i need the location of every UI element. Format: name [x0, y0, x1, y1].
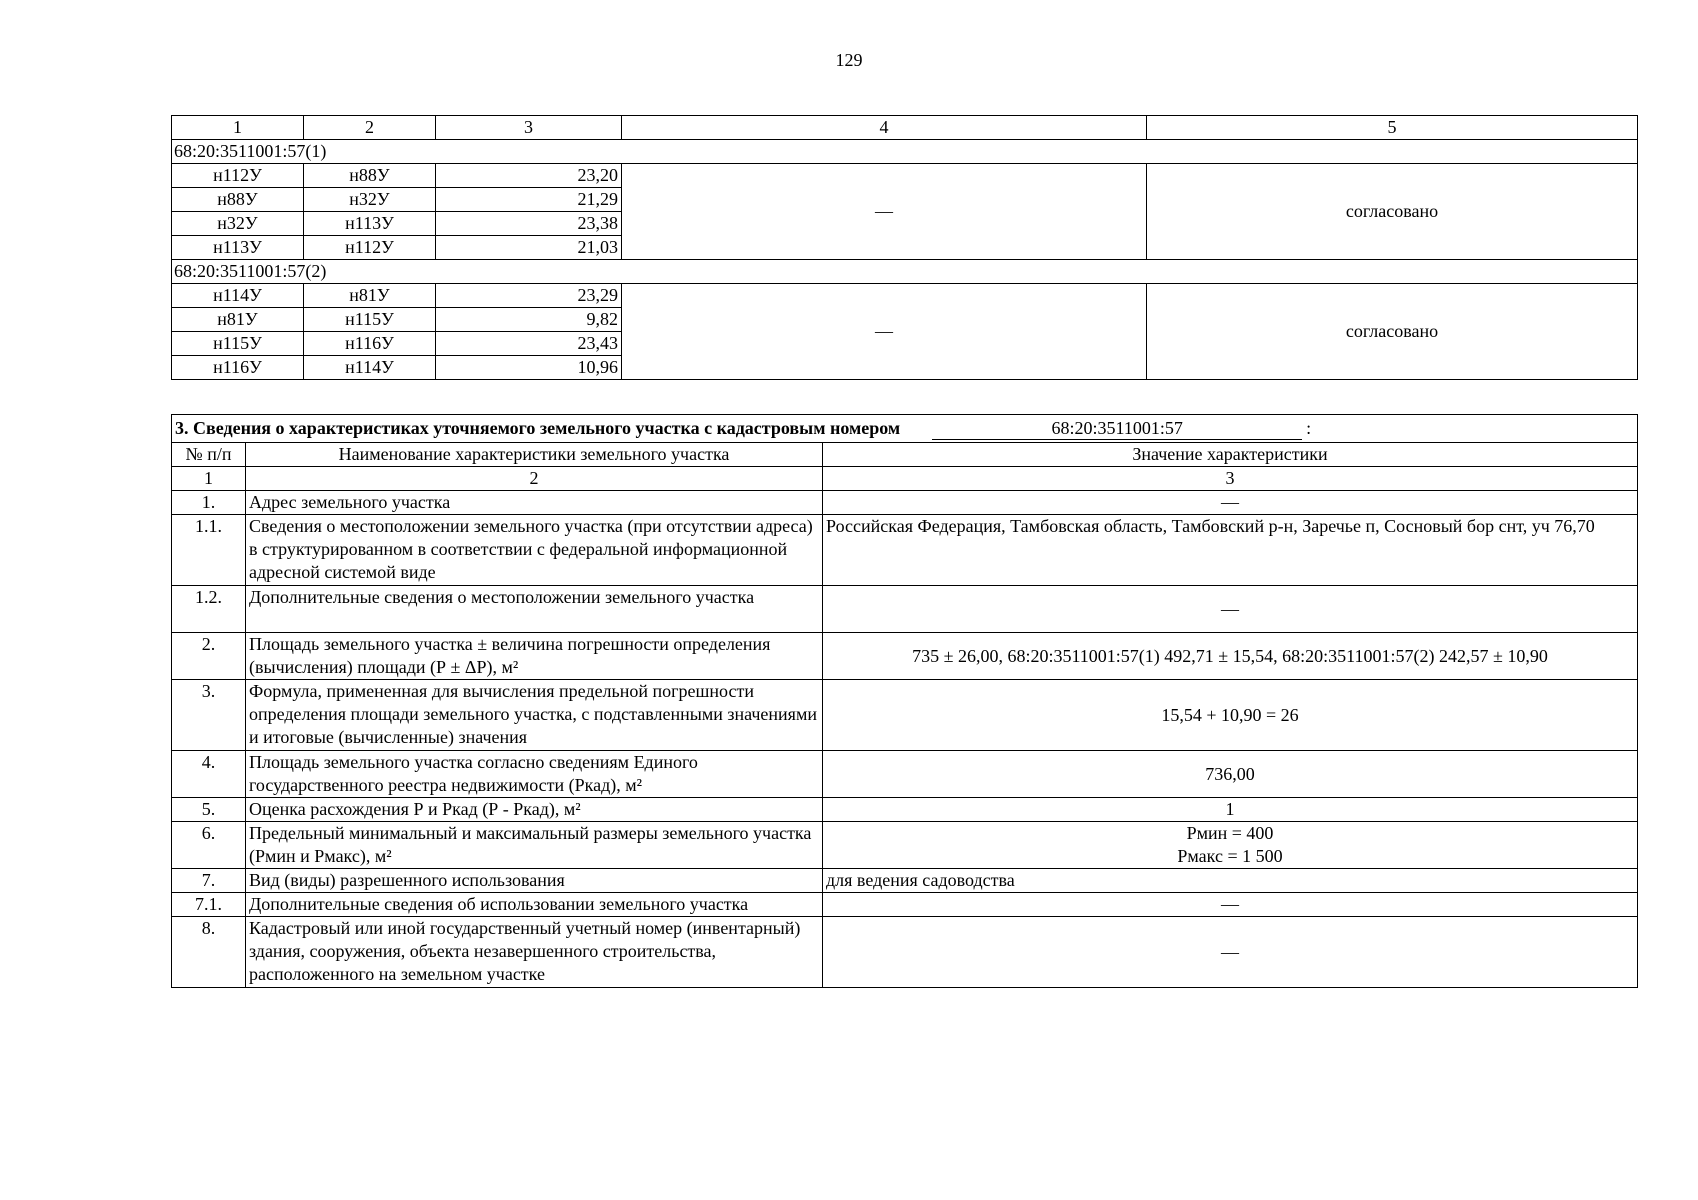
- parcel-id-1: 68:20:3511001:57(1): [172, 140, 1638, 164]
- characteristic-name: Формула, примененная для вычисления предельной погрешности определения площади земельного участка, с подставленными значениями и итоговые (вычисленные) значения: [246, 680, 823, 751]
- row-number: 6.: [172, 822, 246, 869]
- point-to: н115У: [304, 308, 436, 332]
- point-from: н115У: [172, 332, 304, 356]
- table-row: [172, 586, 1638, 633]
- row-number: 1.: [172, 491, 246, 515]
- point-from: н88У: [172, 188, 304, 212]
- point-from: н81У: [172, 308, 304, 332]
- row-number: 7.1.: [172, 893, 246, 917]
- col-number-3: 3: [823, 467, 1638, 491]
- characteristic-value: для ведения садоводства: [823, 869, 1638, 893]
- row-number: 1.2.: [172, 586, 246, 633]
- point-from: н114У: [172, 284, 304, 308]
- characteristic-value: —: [823, 893, 1638, 917]
- col-header-1: 1: [172, 116, 304, 140]
- characteristic-name: Дополнительные сведения о местоположении земельного участка: [246, 586, 823, 633]
- col-header-4: 4: [622, 116, 1147, 140]
- point-to: н32У: [304, 188, 436, 212]
- row-number: 8.: [172, 917, 246, 988]
- table-row: [172, 869, 1638, 893]
- title-suffix: :: [1306, 418, 1312, 438]
- segment-length: 23,38: [436, 212, 622, 236]
- parcel-2-status: согласовано: [1147, 284, 1638, 380]
- characteristic-value: Российская Федерация, Тамбовская область, Тамбовский р-н, Заречье п, Сосновый бор снт, уч 76,70: [823, 515, 1638, 586]
- page-number: 129: [835, 50, 863, 70]
- section-title-row: [172, 415, 1638, 443]
- row-number: 5.: [172, 798, 246, 822]
- point-to: н81У: [304, 284, 436, 308]
- characteristic-name: Оценка расхождения Р и Ркад (Р - Ркад), м²: [246, 798, 823, 822]
- parcel-id-row: [172, 260, 1638, 284]
- characteristic-name: Сведения о местоположении земельного участка (при отсутствии адреса) в структурированном в соответствии с федеральной информационной адресной системой виде: [246, 515, 823, 586]
- row-number: 4.: [172, 751, 246, 798]
- point-to: н114У: [304, 356, 436, 380]
- value-min: Рмин = 400: [1186, 823, 1274, 843]
- segment-length: 23,29: [436, 284, 622, 308]
- characteristic-name: Кадастровый или иной государственный учетный номер (инвентарный) здания, сооружения, объекта незавершенного строительства, расположенного на земельном участке: [246, 917, 823, 988]
- point-to: н88У: [304, 164, 436, 188]
- table-row: [172, 284, 1638, 308]
- characteristic-name: Адрес земельного участка: [246, 491, 823, 515]
- boundary-points-table: [171, 115, 1638, 380]
- point-to: н113У: [304, 212, 436, 236]
- col-number-1: 1: [172, 467, 246, 491]
- characteristic-name: Площадь земельного участка ± величина погрешности определения (вычисления) площади (Р ± ΔР), м²: [246, 633, 823, 680]
- col-header-name: Наименование характеристики земельного участка: [246, 443, 823, 467]
- col-header-5: 5: [1147, 116, 1638, 140]
- cadastral-number: 68:20:3511001:57: [932, 418, 1302, 440]
- point-from: н116У: [172, 356, 304, 380]
- segment-length: 23,20: [436, 164, 622, 188]
- col-header-num: № п/п: [172, 443, 246, 467]
- characteristic-value: —: [823, 586, 1638, 633]
- row-number: 1.1.: [172, 515, 246, 586]
- parcel-id-row: [172, 140, 1638, 164]
- table-row: [172, 917, 1638, 988]
- characteristic-value: [823, 822, 1638, 869]
- characteristic-value: 735 ± 26,00, 68:20:3511001:57(1) 492,71 ± 15,54, 68:20:3511001:57(2) 242,57 ± 10,90: [823, 633, 1638, 680]
- parcel-id-2: 68:20:3511001:57(2): [172, 260, 1638, 284]
- segment-length: 21,03: [436, 236, 622, 260]
- value-max: Рмакс = 1 500: [1177, 846, 1283, 866]
- table-row: [172, 491, 1638, 515]
- table-row: [172, 680, 1638, 751]
- point-from: н112У: [172, 164, 304, 188]
- characteristic-name: Дополнительные сведения об использовании земельного участка: [246, 893, 823, 917]
- row-number: 2.: [172, 633, 246, 680]
- segment-length: 10,96: [436, 356, 622, 380]
- point-from: н113У: [172, 236, 304, 260]
- characteristic-name: Площадь земельного участка согласно сведениям Единого государственного реестра недвижимости (Ркад), м²: [246, 751, 823, 798]
- table-row: [172, 798, 1638, 822]
- point-to: н112У: [304, 236, 436, 260]
- col-header-2: 2: [304, 116, 436, 140]
- characteristics-table: [171, 414, 1638, 988]
- table-row: [172, 633, 1638, 680]
- parcel-1-col4: —: [622, 164, 1147, 260]
- segment-length: 9,82: [436, 308, 622, 332]
- parcel-1-status: согласовано: [1147, 164, 1638, 260]
- point-from: н32У: [172, 212, 304, 236]
- col-header-value: Значение характеристики: [823, 443, 1638, 467]
- parcel-2-col4: —: [622, 284, 1147, 380]
- segment-length: 21,29: [436, 188, 622, 212]
- characteristic-value: —: [823, 917, 1638, 988]
- characteristic-name: Предельный минимальный и максимальный размеры земельного участка (Рмин и Рмакс), м²: [246, 822, 823, 869]
- segment-length: 23,43: [436, 332, 622, 356]
- point-to: н116У: [304, 332, 436, 356]
- characteristic-name: Вид (виды) разрешенного использования: [246, 869, 823, 893]
- row-number: 3.: [172, 680, 246, 751]
- characteristic-value: 1: [823, 798, 1638, 822]
- characteristic-value: 15,54 + 10,90 = 26: [823, 680, 1638, 751]
- col-header-3: 3: [436, 116, 622, 140]
- col-number-2: 2: [246, 467, 823, 491]
- table-row: [172, 164, 1638, 188]
- row-number: 7.: [172, 869, 246, 893]
- char-header-numbers-row: [172, 467, 1638, 491]
- characteristic-value: 736,00: [823, 751, 1638, 798]
- char-header-row: [172, 443, 1638, 467]
- section-title: 3. Сведения о характеристиках уточняемого земельного участка с кадастровым номером: [175, 418, 901, 438]
- boundary-header-row: [172, 116, 1638, 140]
- characteristic-value: —: [823, 491, 1638, 515]
- table-row: [172, 893, 1638, 917]
- table-row: [172, 751, 1638, 798]
- table-row: [172, 822, 1638, 869]
- table-row: [172, 515, 1638, 586]
